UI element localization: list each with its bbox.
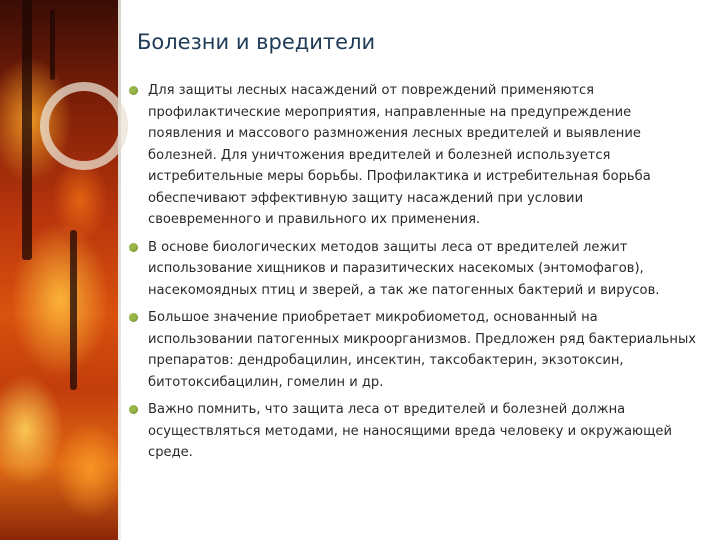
bullet-item: [128, 80, 698, 231]
bullet-text: Важно помнить, что защита леса от вредителей и болезней должна осуществляться методами, не наносящими вреда человеку и окружающей среде.: [148, 402, 672, 460]
tree-trunk-silhouette: [70, 230, 77, 390]
bullet-dot-icon: [129, 313, 138, 322]
tree-branch-silhouette: [50, 10, 55, 80]
bullet-item: [128, 307, 698, 393]
slide-title: Болезни и вредители: [137, 30, 376, 54]
bullet-text: В основе биологических методов защиты леса от вредителей лежит использование хищников и паразитических насекомых (энтомофагов), насекомоядных птиц и зверей, а так же патогенных бактерий и вирусов.: [148, 239, 660, 298]
ring-ornament-icon: [40, 82, 128, 170]
bullet-dot-icon: [129, 405, 138, 414]
bullet-text: Для защиты лесных насаждений от повреждений применяются профилактические мероприятия, направленные на предупреждение появления и массового размножения лесных вредителей и выявление болезней. Для уничтожения вредителей и болезней используется истребительные меры борьбы. Профилактика и истребительная борьба обеспечивают эффективную защиту насаждений при условии своевременного и правильного их применения.: [148, 83, 651, 227]
bullet-item: [128, 237, 698, 302]
tree-trunk-silhouette: [22, 0, 32, 260]
slide-divider: [118, 0, 121, 540]
bullet-list: [128, 80, 698, 470]
bullet-text: Большое значение приобретает микробиометод, основанный на использовании патогенных микроорганизмов. Предложен ряд бактериальных препаратов: дендробацилин, инсектин, таксобактерин, экзотоксин, битотоксибацилин, гомелин и др.: [148, 310, 697, 390]
bullet-dot-icon: [129, 86, 138, 95]
forest-fire-image: [0, 0, 118, 540]
bullet-dot-icon: [129, 243, 138, 252]
bullet-item: [128, 399, 698, 464]
